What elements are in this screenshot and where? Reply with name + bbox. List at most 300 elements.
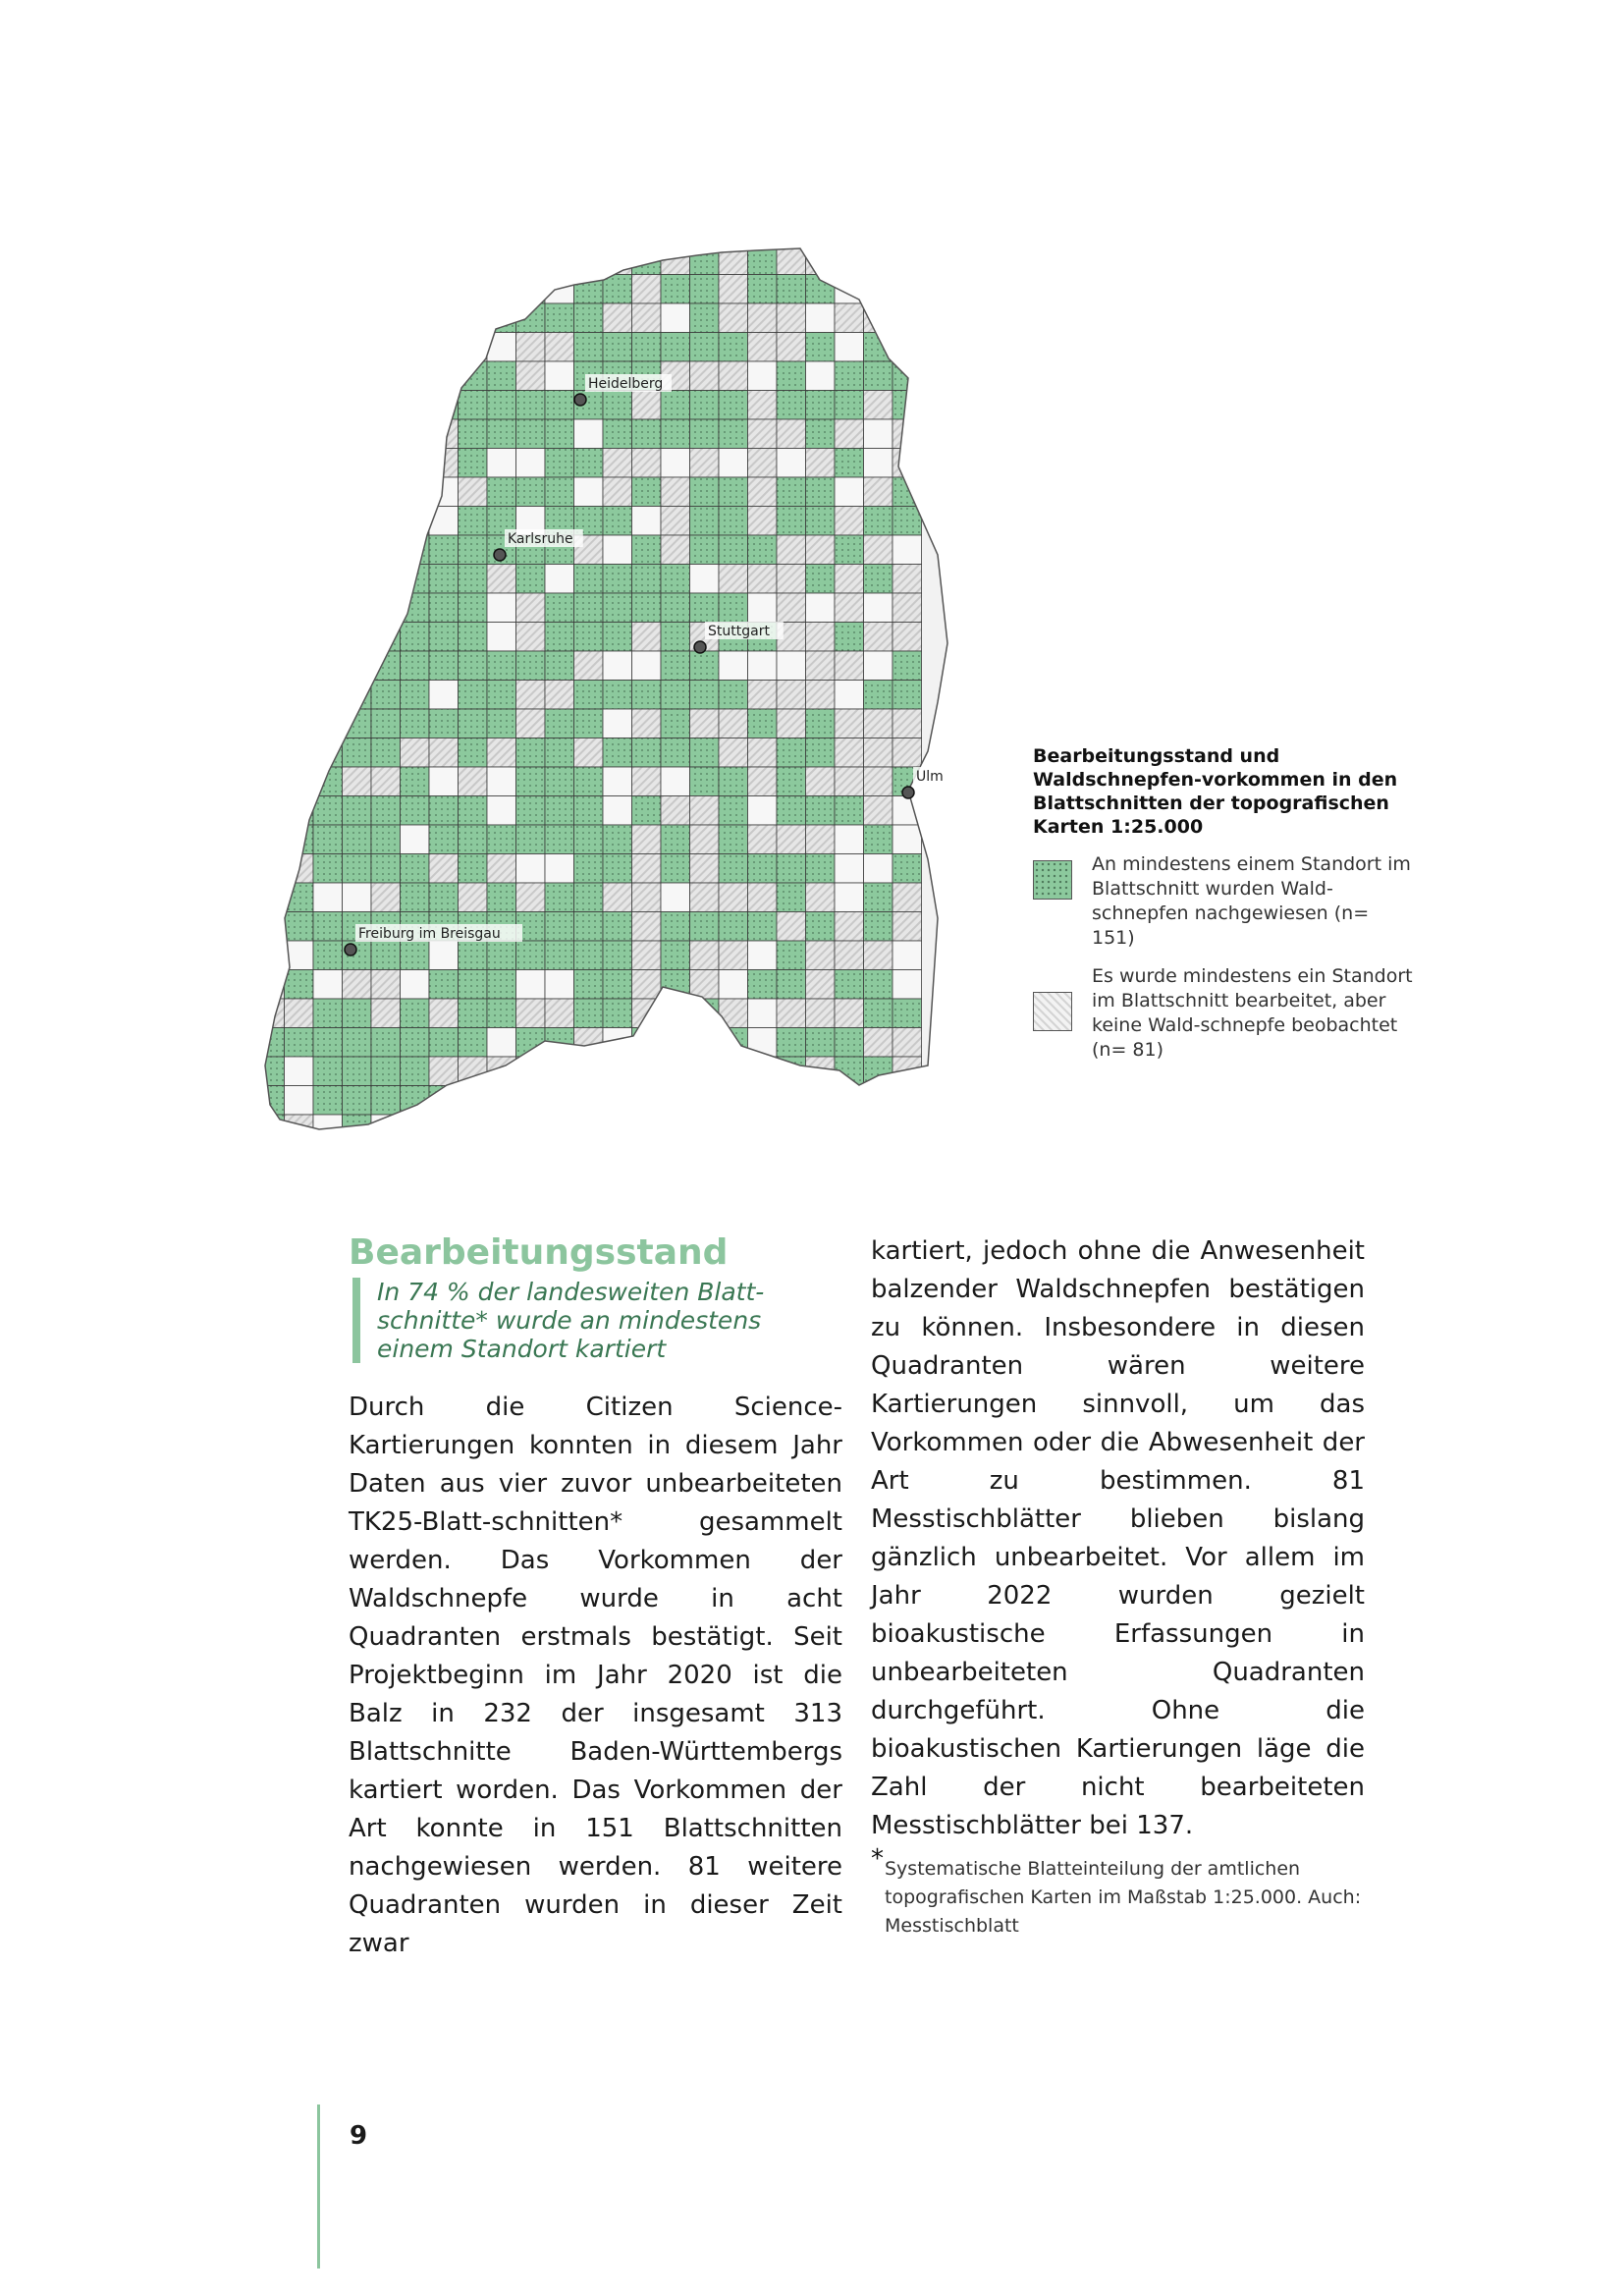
- grid-cell-unworked: [516, 970, 546, 1000]
- grid-cell-detected: [690, 999, 720, 1028]
- grid-cell-detected: [285, 361, 314, 391]
- grid-cell-detected: [777, 391, 806, 420]
- grid-cell-detected: [603, 1115, 632, 1144]
- grid-cell-detected: [401, 535, 430, 565]
- grid-cell-not-detected: [632, 449, 662, 478]
- grid-cell-detected: [343, 333, 372, 362]
- grid-cell-not-detected: [806, 681, 836, 710]
- grid-cell-detected: [401, 275, 430, 304]
- grid-cell-detected: [313, 1086, 343, 1116]
- grid-cell-not-detected: [893, 565, 922, 594]
- grid-cell-detected: [574, 941, 604, 970]
- grid-cell-not-detected: [719, 709, 748, 738]
- grid-cell-not-detected: [690, 361, 720, 391]
- grid-cell-not-detected: [516, 883, 546, 912]
- grid-cell-not-detected: [748, 1086, 778, 1116]
- grid-cell-detected: [632, 477, 662, 507]
- grid-cell-unworked: [893, 535, 922, 565]
- grid-cell-unworked: [893, 246, 922, 275]
- grid-cell-not-detected: [516, 623, 546, 652]
- city-marker: [494, 549, 506, 561]
- grid-cell-detected: [661, 941, 690, 970]
- grid-cell-detected: [285, 738, 314, 768]
- grid-cell-detected: [459, 941, 488, 970]
- grid-cell-not-detected: [864, 477, 893, 507]
- grid-cell-detected: [459, 623, 488, 652]
- grid-cell-detected: [603, 623, 632, 652]
- grid-cell-unworked: [285, 1086, 314, 1116]
- grid-cell-detected: [806, 419, 836, 449]
- grid-cell-detected: [516, 419, 546, 449]
- grid-cell-detected: [255, 507, 285, 536]
- grid-cell-detected: [343, 825, 372, 854]
- grid-cell-not-detected: [806, 449, 836, 478]
- grid-cell-detected: [459, 565, 488, 594]
- grid-cell-not-detected: [893, 738, 922, 768]
- grid-cell-not-detected: [893, 449, 922, 478]
- grid-cell-detected: [574, 303, 604, 333]
- grid-cell-detected: [343, 738, 372, 768]
- grid-cell-detected: [690, 651, 720, 681]
- grid-cell-not-detected: [893, 709, 922, 738]
- grid-cell-unworked: [864, 854, 893, 884]
- grid-cell-detected: [719, 912, 748, 942]
- page-number: 9: [350, 2121, 368, 2151]
- city-label: Stuttgart: [708, 624, 770, 639]
- grid-cell-unworked: [603, 1028, 632, 1058]
- grid-cell-not-detected: [603, 246, 632, 275]
- grid-cell-not-detected: [719, 883, 748, 912]
- grid-cell-detected: [487, 999, 516, 1028]
- legend-swatch-detected: [1033, 860, 1072, 900]
- grid-cell-detected: [516, 651, 546, 681]
- grid-cell-not-detected: [371, 303, 401, 333]
- grid-cell-detected: [661, 1028, 690, 1058]
- grid-cell-detected: [545, 883, 574, 912]
- grid-cell-detected: [719, 535, 748, 565]
- grid-cell-detected: [719, 796, 748, 826]
- grid-cell-detected: [401, 854, 430, 884]
- grid-cell-detected: [777, 477, 806, 507]
- grid-cell-not-detected: [545, 1086, 574, 1116]
- grid-cell-not-detected: [690, 854, 720, 884]
- grid-cell-detected: [545, 651, 574, 681]
- grid-cell-detected: [313, 825, 343, 854]
- grid-cell-detected: [401, 246, 430, 275]
- grid-cell-unworked: [429, 507, 459, 536]
- grid-cell-not-detected: [574, 246, 604, 275]
- grid-cell-unworked: [285, 1057, 314, 1086]
- grid-cell-detected: [690, 738, 720, 768]
- grid-cell-not-detected: [632, 970, 662, 1000]
- grid-cell-detected: [835, 361, 864, 391]
- grid-cell-not-detected: [487, 565, 516, 594]
- grid-cell-detected: [459, 507, 488, 536]
- grid-cell-unworked: [545, 361, 574, 391]
- grid-cell-detected: [835, 1028, 864, 1058]
- grid-cell-detected: [313, 767, 343, 796]
- grid-cell-not-detected: [603, 883, 632, 912]
- grid-cell-detected: [806, 912, 836, 942]
- grid-cell-detected: [459, 825, 488, 854]
- grid-cell-detected: [690, 303, 720, 333]
- grid-cell-detected: [603, 681, 632, 710]
- grid-cell-not-detected: [719, 246, 748, 275]
- grid-cell-detected: [285, 825, 314, 854]
- grid-cell-unworked: [313, 970, 343, 1000]
- grid-cell-detected: [690, 912, 720, 942]
- city-label: Heidelberg: [588, 376, 664, 392]
- grid-cell-unworked: [401, 419, 430, 449]
- grid-cell-detected: [545, 246, 574, 275]
- map-legend: [1033, 744, 1445, 1063]
- grid-cell-detected: [893, 999, 922, 1028]
- grid-cell-detected: [401, 681, 430, 710]
- grid-cell-detected: [285, 303, 314, 333]
- grid-cell-unworked: [343, 275, 372, 304]
- grid-cell-detected: [545, 709, 574, 738]
- grid-cell-not-detected: [777, 912, 806, 942]
- grid-cell-detected: [371, 275, 401, 304]
- grid-cell-detected: [343, 1057, 372, 1086]
- grid-cell-unworked: [777, 651, 806, 681]
- grid-cell-unworked: [603, 767, 632, 796]
- grid-cell-unworked: [487, 449, 516, 478]
- grid-cell-detected: [574, 825, 604, 854]
- grid-cell-detected: [313, 333, 343, 362]
- grid-cell-detected: [777, 970, 806, 1000]
- grid-cell-not-detected: [632, 883, 662, 912]
- grid-cell-detected: [487, 970, 516, 1000]
- grid-cell-not-detected: [371, 999, 401, 1028]
- grid-cell-not-detected: [661, 1057, 690, 1086]
- grid-cell-detected: [429, 246, 459, 275]
- grid-cell-detected: [777, 738, 806, 768]
- grid-cell-detected: [371, 709, 401, 738]
- grid-cell-not-detected: [777, 419, 806, 449]
- grid-cell-unworked: [255, 593, 285, 623]
- grid-cell-unworked: [893, 825, 922, 854]
- grid-cell-unworked: [748, 1115, 778, 1144]
- grid-cell-detected: [487, 651, 516, 681]
- grid-cell-detected: [371, 449, 401, 478]
- grid-cell-detected: [459, 681, 488, 710]
- grid-cell-unworked: [401, 333, 430, 362]
- grid-cell-detected: [545, 623, 574, 652]
- grid-cell-detected: [487, 1115, 516, 1144]
- grid-cell-detected: [285, 681, 314, 710]
- grid-cell-not-detected: [777, 565, 806, 594]
- grid-cell-not-detected: [748, 391, 778, 420]
- grid-cell-detected: [255, 391, 285, 420]
- grid-cell-not-detected: [893, 1028, 922, 1058]
- grid-cell-detected: [459, 1115, 488, 1144]
- grid-cell-detected: [487, 477, 516, 507]
- grid-cell-detected: [343, 303, 372, 333]
- grid-cell-detected: [661, 333, 690, 362]
- grid-cell-unworked: [661, 883, 690, 912]
- grid-cell-not-detected: [545, 999, 574, 1028]
- grid-cell-unworked: [313, 391, 343, 420]
- grid-cell-detected: [603, 738, 632, 768]
- grid-cell-detected: [835, 970, 864, 1000]
- grid-cell-detected: [343, 709, 372, 738]
- grid-cell-not-detected: [893, 883, 922, 912]
- city-marker: [902, 787, 914, 798]
- grid-cell-not-detected: [632, 709, 662, 738]
- grid-cell-detected: [371, 825, 401, 854]
- grid-cell-not-detected: [748, 419, 778, 449]
- grid-cell-unworked: [401, 970, 430, 1000]
- grid-cell-detected: [806, 333, 836, 362]
- grid-cell-unworked: [748, 593, 778, 623]
- footnote-marker: *: [871, 1844, 884, 1874]
- grid-cell-unworked: [401, 825, 430, 854]
- grid-cell-detected: [401, 796, 430, 826]
- grid-cell-detected: [313, 303, 343, 333]
- grid-cell-detected: [459, 651, 488, 681]
- grid-cell-detected: [516, 1115, 546, 1144]
- grid-cell-detected: [255, 709, 285, 738]
- grid-cell-detected: [516, 738, 546, 768]
- grid-cell-detected: [371, 854, 401, 884]
- grid-cell-detected: [459, 970, 488, 1000]
- grid-cell-not-detected: [487, 738, 516, 768]
- grid-cell-detected: [574, 999, 604, 1028]
- grid-cell-unworked: [864, 593, 893, 623]
- grid-cell-detected: [777, 361, 806, 391]
- grid-cell-detected: [806, 709, 836, 738]
- grid-cell-not-detected: [777, 303, 806, 333]
- grid-cell-detected: [343, 854, 372, 884]
- grid-cell-detected: [459, 391, 488, 420]
- grid-cell-detected: [429, 535, 459, 565]
- grid-cell-not-detected: [661, 507, 690, 536]
- grid-cell-unworked: [690, 1028, 720, 1058]
- grid-cell-unworked: [429, 767, 459, 796]
- grid-cell-not-detected: [806, 941, 836, 970]
- grid-cell-not-detected: [632, 854, 662, 884]
- grid-cell-detected: [487, 709, 516, 738]
- grid-cell-detected: [255, 767, 285, 796]
- grid-cell-not-detected: [719, 999, 748, 1028]
- grid-cell-detected: [719, 419, 748, 449]
- city-marker: [574, 394, 586, 406]
- grid-cell-not-detected: [603, 477, 632, 507]
- grid-cell-detected: [603, 912, 632, 942]
- grid-cell-not-detected: [748, 565, 778, 594]
- grid-cell-not-detected: [285, 333, 314, 362]
- grid-cell-detected: [574, 623, 604, 652]
- grid-cell-unworked: [748, 941, 778, 970]
- grid-cell-detected: [864, 825, 893, 854]
- grid-cell-detected: [661, 623, 690, 652]
- grid-cell-not-detected: [632, 825, 662, 854]
- grid-cell-detected: [690, 419, 720, 449]
- grid-cell-detected: [255, 535, 285, 565]
- grid-cell-detected: [545, 303, 574, 333]
- grid-cell-detected: [661, 709, 690, 738]
- grid-cell-detected: [806, 275, 836, 304]
- grid-cell-detected: [864, 565, 893, 594]
- grid-cell-not-detected: [632, 391, 662, 420]
- grid-cell-unworked: [806, 1086, 836, 1116]
- grid-cell-detected: [835, 449, 864, 478]
- grid-cell-unworked: [661, 303, 690, 333]
- grid-cell-detected: [864, 999, 893, 1028]
- grid-cell-not-detected: [806, 970, 836, 1000]
- grid-cell-detected: [459, 999, 488, 1028]
- grid-cell-not-detected: [690, 883, 720, 912]
- grid-cell-not-detected: [748, 767, 778, 796]
- grid-cell-unworked: [632, 1115, 662, 1144]
- grid-cell-unworked: [690, 1115, 720, 1144]
- grid-cell-detected: [255, 651, 285, 681]
- grid-cell-detected: [545, 449, 574, 478]
- grid-cell-detected: [285, 1028, 314, 1058]
- grid-cell-detected: [661, 419, 690, 449]
- grid-cell-not-detected: [835, 507, 864, 536]
- grid-cell-detected: [401, 565, 430, 594]
- grid-cell-not-detected: [516, 999, 546, 1028]
- grid-cell-not-detected: [516, 681, 546, 710]
- grid-cell-not-detected: [806, 1057, 836, 1086]
- grid-cell-detected: [371, 391, 401, 420]
- grid-cell-detected: [285, 651, 314, 681]
- grid-cell-detected: [401, 623, 430, 652]
- grid-cell-detected: [516, 767, 546, 796]
- grid-cell-unworked: [806, 361, 836, 391]
- grid-cell-unworked: [371, 1115, 401, 1144]
- grid-cell-detected: [864, 970, 893, 1000]
- grid-cell-detected: [429, 593, 459, 623]
- grid-cell-not-detected: [574, 1086, 604, 1116]
- grid-cell-detected: [661, 854, 690, 884]
- grid-cell-unworked: [487, 1028, 516, 1058]
- grid-cell-unworked: [893, 941, 922, 970]
- grid-cell-not-detected: [835, 941, 864, 970]
- grid-cell-detected: [516, 275, 546, 304]
- grid-cell-detected: [516, 246, 546, 275]
- grid-cell-detected: [255, 883, 285, 912]
- grid-cell-detected: [603, 941, 632, 970]
- grid-cell-not-detected: [632, 912, 662, 942]
- grid-cell-detected: [893, 333, 922, 362]
- grid-cell-detected: [285, 275, 314, 304]
- grid-cell-detected: [690, 535, 720, 565]
- grid-cell-detected: [690, 333, 720, 362]
- grid-cell-detected: [603, 970, 632, 1000]
- grid-cell-unworked: [255, 941, 285, 970]
- grid-cell-detected: [255, 419, 285, 449]
- grid-cell-detected: [313, 1057, 343, 1086]
- grid-cell-not-detected: [429, 854, 459, 884]
- grid-cell-not-detected: [343, 477, 372, 507]
- grid-cell-detected: [371, 681, 401, 710]
- grid-cell-unworked: [574, 477, 604, 507]
- grid-cell-detected: [459, 449, 488, 478]
- grid-cell-not-detected: [343, 970, 372, 1000]
- grid-cell-not-detected: [429, 738, 459, 768]
- grid-cell-detected: [574, 275, 604, 304]
- grid-cell-detected: [255, 303, 285, 333]
- grid-cell-not-detected: [777, 709, 806, 738]
- grid-cell-detected: [285, 912, 314, 942]
- grid-cell-detected: [516, 941, 546, 970]
- grid-cell-not-detected: [777, 825, 806, 854]
- grid-cell-unworked: [574, 419, 604, 449]
- grid-cell-not-detected: [806, 651, 836, 681]
- grid-cell-detected: [371, 1057, 401, 1086]
- grid-cell-detected: [371, 941, 401, 970]
- grid-cell-not-detected: [574, 1057, 604, 1086]
- grid-cell-detected: [401, 941, 430, 970]
- grid-cell-detected: [835, 623, 864, 652]
- grid-cell-detected: [285, 507, 314, 536]
- grid-cell-unworked: [806, 593, 836, 623]
- grid-cell-detected: [603, 419, 632, 449]
- grid-cell-not-detected: [835, 999, 864, 1028]
- grid-cell-not-detected: [719, 275, 748, 304]
- grid-cell-detected: [313, 623, 343, 652]
- grid-cell-detected: [371, 796, 401, 826]
- grid-cell-detected: [343, 796, 372, 826]
- grid-cell-detected: [661, 651, 690, 681]
- grid-cell-not-detected: [864, 535, 893, 565]
- grid-cell-not-detected: [748, 681, 778, 710]
- grid-cell-detected: [313, 593, 343, 623]
- grid-cell-unworked: [835, 825, 864, 854]
- grid-cell-detected: [459, 303, 488, 333]
- grid-cell-detected: [574, 767, 604, 796]
- grid-cell-detected: [893, 651, 922, 681]
- grid-cell-not-detected: [835, 651, 864, 681]
- grid-cell-detected: [603, 593, 632, 623]
- grid-cell-detected: [835, 1057, 864, 1086]
- grid-cell-unworked: [459, 333, 488, 362]
- grid-cell-detected: [429, 709, 459, 738]
- grid-cell-detected: [632, 796, 662, 826]
- grid-cell-detected: [516, 391, 546, 420]
- grid-cell-detected: [545, 825, 574, 854]
- grid-cell-detected: [632, 419, 662, 449]
- grid-cell-not-detected: [255, 825, 285, 854]
- grid-cell-detected: [401, 507, 430, 536]
- grid-cell-unworked: [719, 970, 748, 1000]
- grid-cell-not-detected: [516, 333, 546, 362]
- grid-cell-not-detected: [806, 767, 836, 796]
- grid-cell-detected: [545, 1115, 574, 1144]
- grid-cell-detected: [748, 709, 778, 738]
- grid-cell-not-detected: [748, 303, 778, 333]
- grid-cell-detected: [285, 246, 314, 275]
- grid-cell-detected: [574, 970, 604, 1000]
- grid-cell-detected: [371, 477, 401, 507]
- footnote: [871, 1844, 1365, 1941]
- grid-cell-unworked: [748, 361, 778, 391]
- grid-cell-detected: [313, 651, 343, 681]
- grid-cell-detected: [574, 593, 604, 623]
- grid-cell-detected: [313, 535, 343, 565]
- grid-cell-not-detected: [459, 883, 488, 912]
- grid-cell-detected: [719, 593, 748, 623]
- grid-cell-detected: [313, 1028, 343, 1058]
- grid-cell-detected: [313, 854, 343, 884]
- grid-cell-unworked: [690, 1057, 720, 1086]
- grid-cell-detected: [632, 681, 662, 710]
- grid-cell-not-detected: [545, 333, 574, 362]
- grid-cell-detected: [748, 275, 778, 304]
